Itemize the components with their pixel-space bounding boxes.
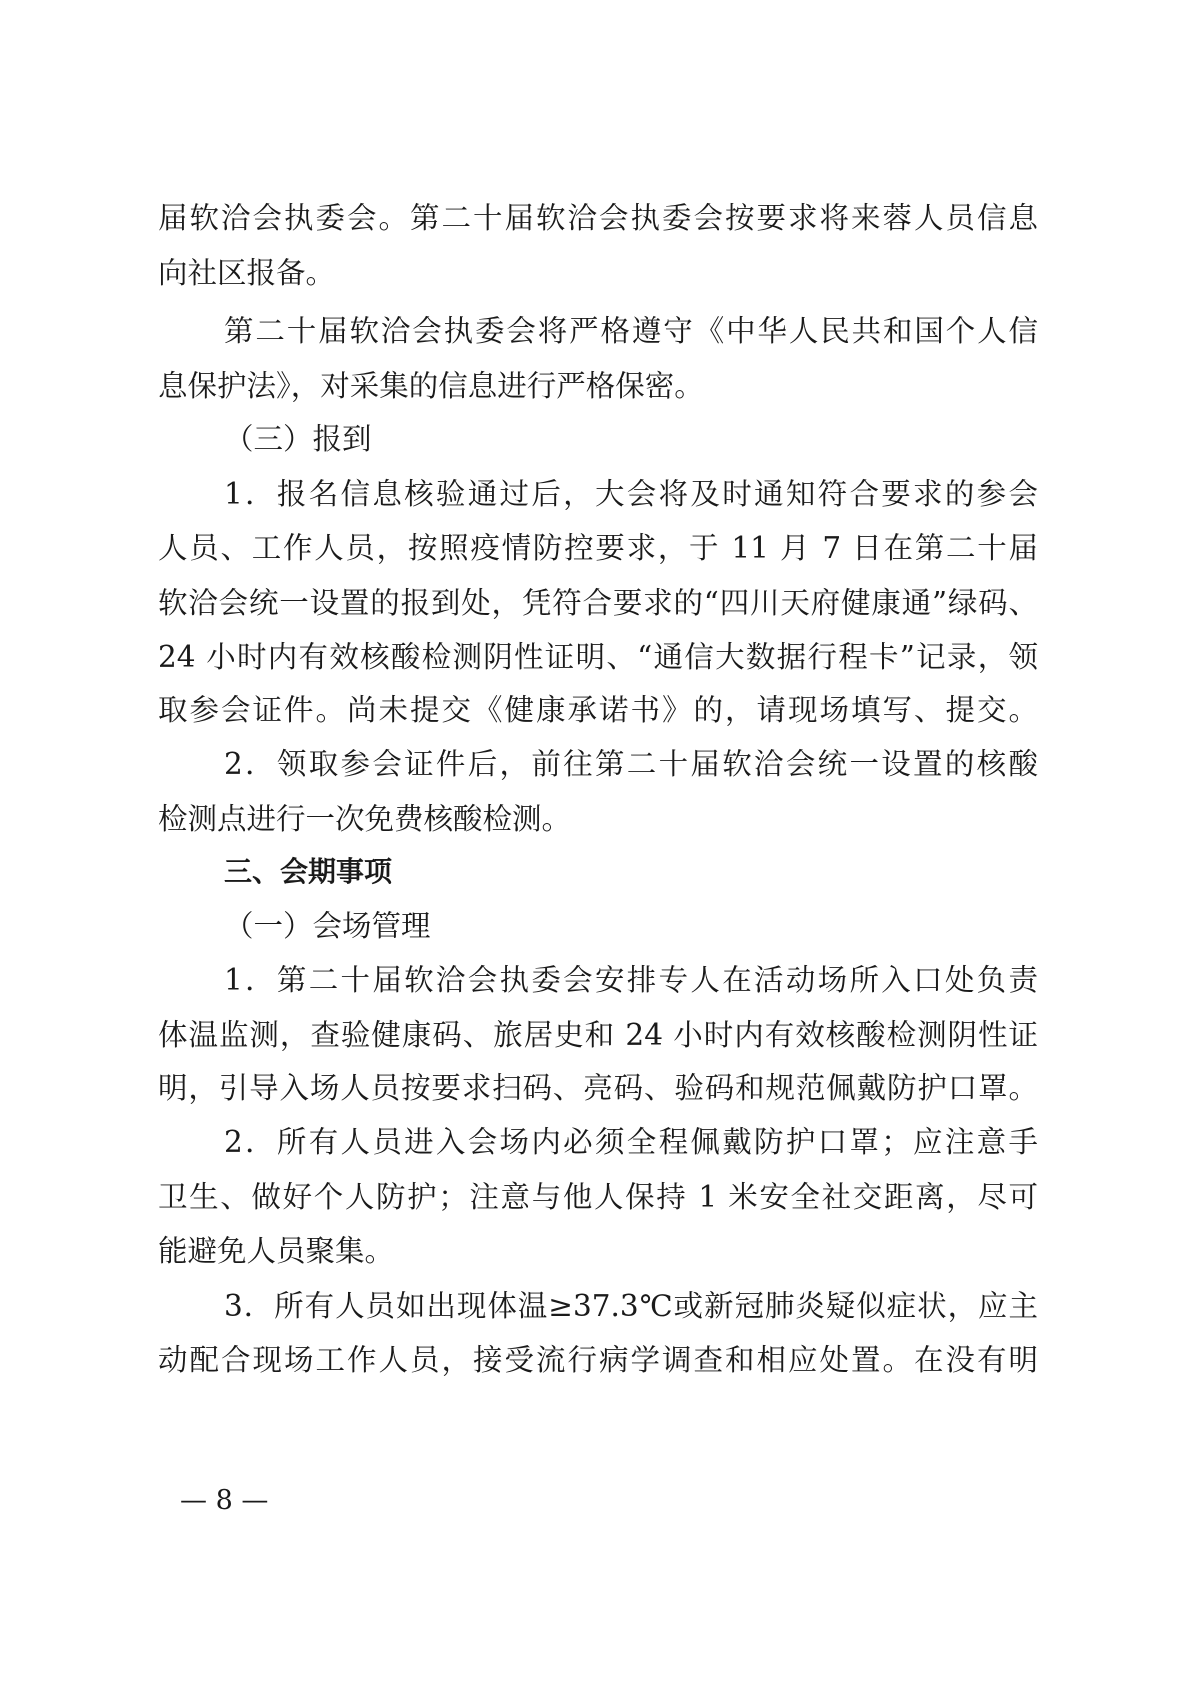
paragraph-line: 卫生、做好个人防护；注意与他人保持 1 米安全社交距离，尽可: [158, 1180, 1038, 1214]
page-number: — 8 —: [180, 1485, 269, 1516]
section-heading: 三、会期事项: [224, 855, 393, 888]
paragraph-line: 第二十届软洽会执委会将严格遵守《中华人民共和国个人信: [224, 314, 1038, 348]
paragraph-line: 1．报名信息核验通过后，大会将及时通知符合要求的参会: [224, 477, 1038, 511]
paragraph-line: 人员、工作人员，按照疫情防控要求，于 11 月 7 日在第二十届: [158, 531, 1038, 565]
subheading-venue-management: （一）会场管理: [224, 909, 431, 943]
paragraph-line: 能避免人员聚集。: [158, 1234, 395, 1268]
paragraph-line: 2．所有人员进入会场内必须全程佩戴防护口罩；应注意手: [224, 1125, 1038, 1159]
paragraph-line: 动配合现场工作人员，接受流行病学调查和相应处置。在没有明: [158, 1343, 1038, 1377]
paragraph-line: 向社区报备。: [158, 256, 336, 290]
paragraph-line: 3．所有人员如出现体温≥37.3℃或新冠肺炎疑似症状，应主: [224, 1289, 1038, 1323]
paragraph-line: 取参会证件。尚未提交《健康承诺书》的，请现场填写、提交。: [158, 693, 1038, 727]
paragraph-line: 软洽会统一设置的报到处，凭符合要求的“四川天府健康通”绿码、: [158, 586, 1038, 620]
paragraph-line: 明，引导入场人员按要求扫码、亮码、验码和规范佩戴防护口罩。: [158, 1071, 1038, 1105]
paragraph-line: 24 小时内有效核酸检测阴性证明、“通信大数据行程卡”记录，领: [158, 640, 1038, 674]
paragraph-line: 息保护法》，对采集的信息进行严格保密。: [158, 369, 704, 403]
subheading-registration: （三）报到: [224, 422, 372, 456]
paragraph-line: 2．领取参会证件后，前往第二十届软洽会统一设置的核酸: [224, 747, 1038, 781]
paragraph-line: 体温监测，查验健康码、旅居史和 24 小时内有效核酸检测阴性证: [158, 1018, 1038, 1052]
paragraph-line: 届软洽会执委会。第二十届软洽会执委会按要求将来蓉人员信息: [158, 201, 1038, 235]
paragraph-line: 检测点进行一次免费核酸检测。: [158, 802, 572, 836]
paragraph-line: 1．第二十届软洽会执委会安排专人在活动场所入口处负责: [224, 963, 1038, 997]
